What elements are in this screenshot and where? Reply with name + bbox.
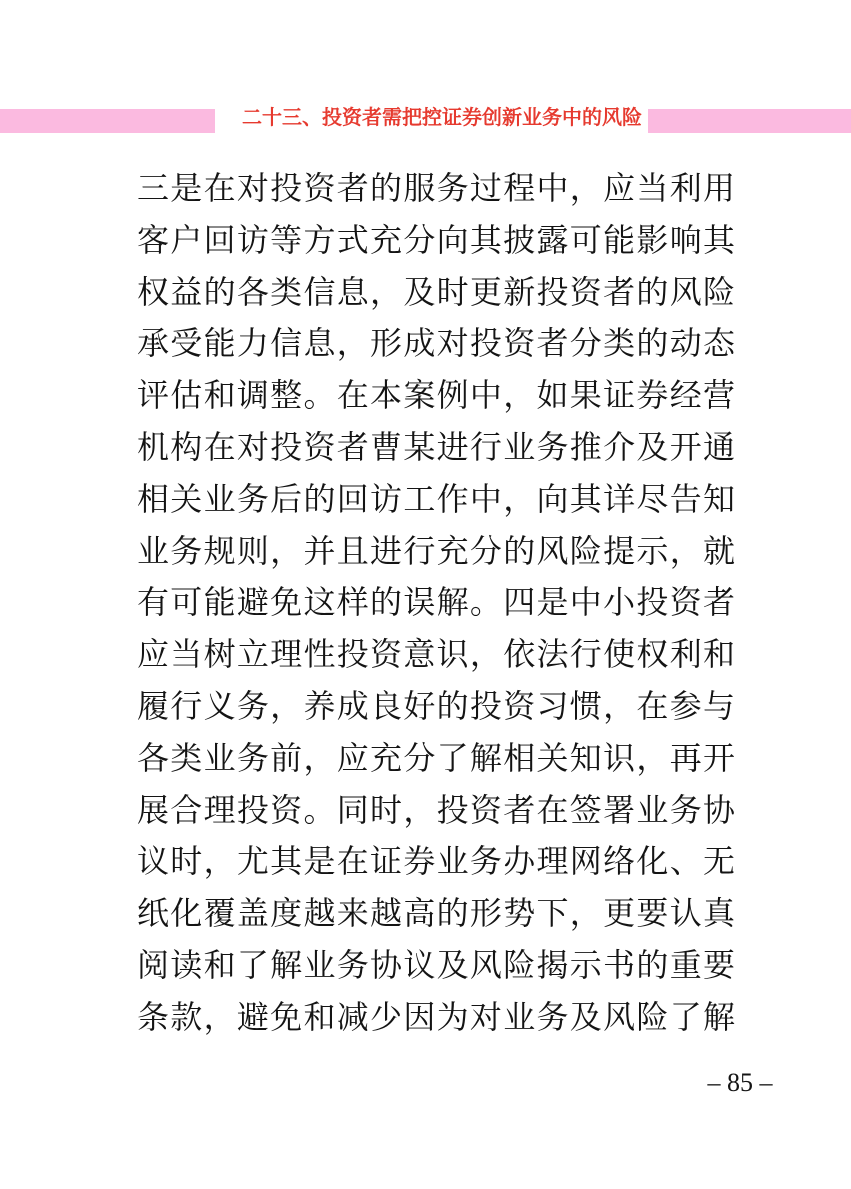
body-text-line: 客户回访等方式充分向其披露可能影响其: [137, 221, 735, 258]
body-text-line: 应当树立理性投资意识，依法行使权利和: [137, 636, 735, 673]
body-text-line: 议时，尤其是在证券业务办理网络化、无: [137, 843, 735, 880]
body-text-line: 有可能避免这样的误解。四是中小投资者: [137, 584, 735, 621]
body-text-line: 三是在对投资者的服务过程中，应当利用: [137, 170, 735, 206]
body-text-line: 机构在对投资者曹某进行业务推介及开通: [137, 428, 735, 465]
body-text-line: 履行义务，养成良好的投资习惯，在参与: [137, 687, 735, 724]
body-text-line: 各类业务前，应充分了解相关知识，再开: [137, 739, 735, 776]
body-text-line: 评估和调整。在本案例中，如果证券经营: [137, 377, 735, 414]
page-number: – 85 –: [707, 1068, 773, 1097]
body-text-line: 业务规则，并且进行充分的风险提示，就: [137, 532, 735, 569]
body-text-line: 条款，避免和减少因为对业务及风险了解: [137, 998, 735, 1035]
header-rule-right: [648, 109, 851, 133]
body-text-line: 承受能力信息，形成对投资者分类的动态: [137, 325, 735, 362]
body-text-line: 相关业务后的回访工作中，向其详尽告知: [137, 480, 735, 517]
body-text-line: 权益的各类信息，及时更新投资者的风险: [137, 273, 735, 310]
body-text-line: 阅读和了解业务协议及风险揭示书的重要: [137, 946, 735, 983]
chapter-title: 二十三、投资者需把控证券创新业务中的风险: [242, 107, 642, 129]
header-rule-left: [0, 109, 215, 133]
body-text-line: 展合理投资。同时，投资者在签署业务协: [137, 791, 735, 828]
body-text: [137, 163, 735, 1044]
body-text-line: 纸化覆盖度越来越高的形势下，更要认真: [137, 895, 735, 932]
